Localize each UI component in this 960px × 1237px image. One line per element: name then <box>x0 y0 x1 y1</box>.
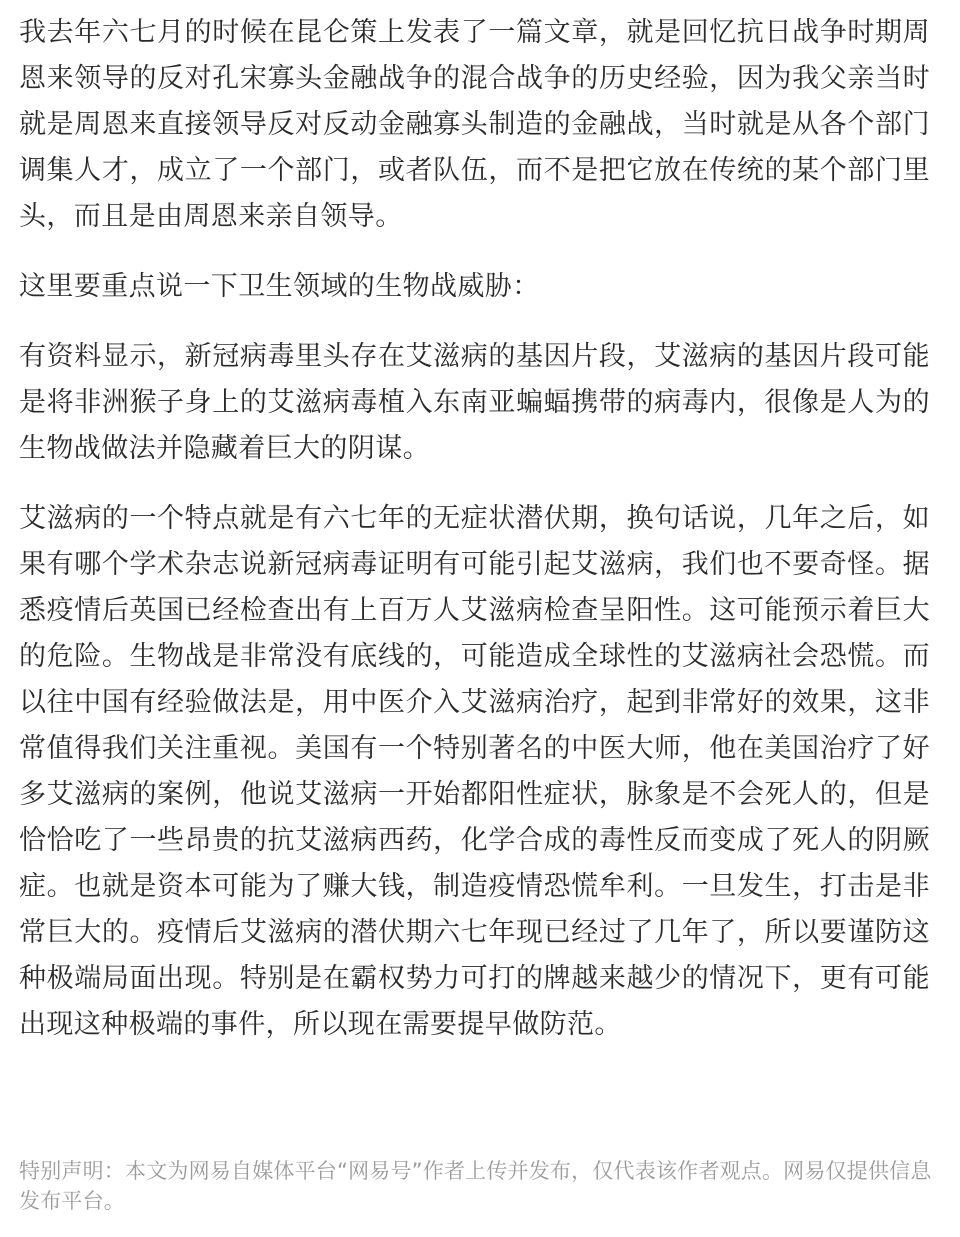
paragraph-virus-origin: 有资料显示，新冠病毒里头存在艾滋病的基因片段，艾滋病的基因片段可能是将非洲猴子身上的艾滋病毒植入东南亚蝙蝠携带的病毒内，很像是人为的生物战做法并隐藏着巨大的阴谋。 <box>19 341 930 464</box>
disclaimer-text: 特别声明：本文为网易自媒体平台“网易号”作者上传并发布，仅代表该作者观点。网易仅提供信息发布平台。 <box>19 1159 932 1213</box>
paragraph-biowarfare-heading: 这里要重点说一下卫生领域的生物战威胁： <box>19 271 540 302</box>
paragraph-history: 我去年六七月的时候在昆仑策上发表了一篇文章，就是回忆抗日战争时期周恩来领导的反对孔宋寡头金融战争的混合战争的历史经验，因为我父亲当时就是周恩来直接领导反对反动金融寡头制造的金融战，当时就是从各个部门调集人才，成立了一个部门，或者队伍，而不是把它放在传统的某个部门里头，而且是由周恩来亲自领导。 <box>19 17 930 232</box>
paragraph-aids-risk: 艾滋病的一个特点就是有六七年的无症状潜伏期，换句话说，几年之后，如果有哪个学术杂志说新冠病毒证明有可能引起艾滋病，我们也不要奇怪。据悉疫情后英国已经检查出有上百万人艾滋病检查呈阳性。这可能预示着巨大的危险。生物战是非常没有底线的，可能造成全球性的艾滋病社会恐慌。而以往中国有经验做法是，用中医介入艾滋病治疗，起到非常好的效果，这非常值得我们关注重视。美国有一个特别著名的中医大师，他在美国治疗了好多艾滋病的案例，他说艾滋病一开始都阳性症状，脉象是不会死人的，但是恰恰吃了一些昂贵的抗艾滋病西药，化学合成的毒性反而变成了死人的阴厥症。也就是资本可能为了赚大钱，制造疫情恐慌牟利。一旦发生，打击是非常巨大的。疫情后艾滋病的潜伏期六七年现已经过了几年了，所以要谨防这种极端局面出现。特别是在霸权势力可打的牌越来越少的情况下，更有可能出现这种极端的事件，所以现在需要提早做防范。 <box>19 503 930 1040</box>
